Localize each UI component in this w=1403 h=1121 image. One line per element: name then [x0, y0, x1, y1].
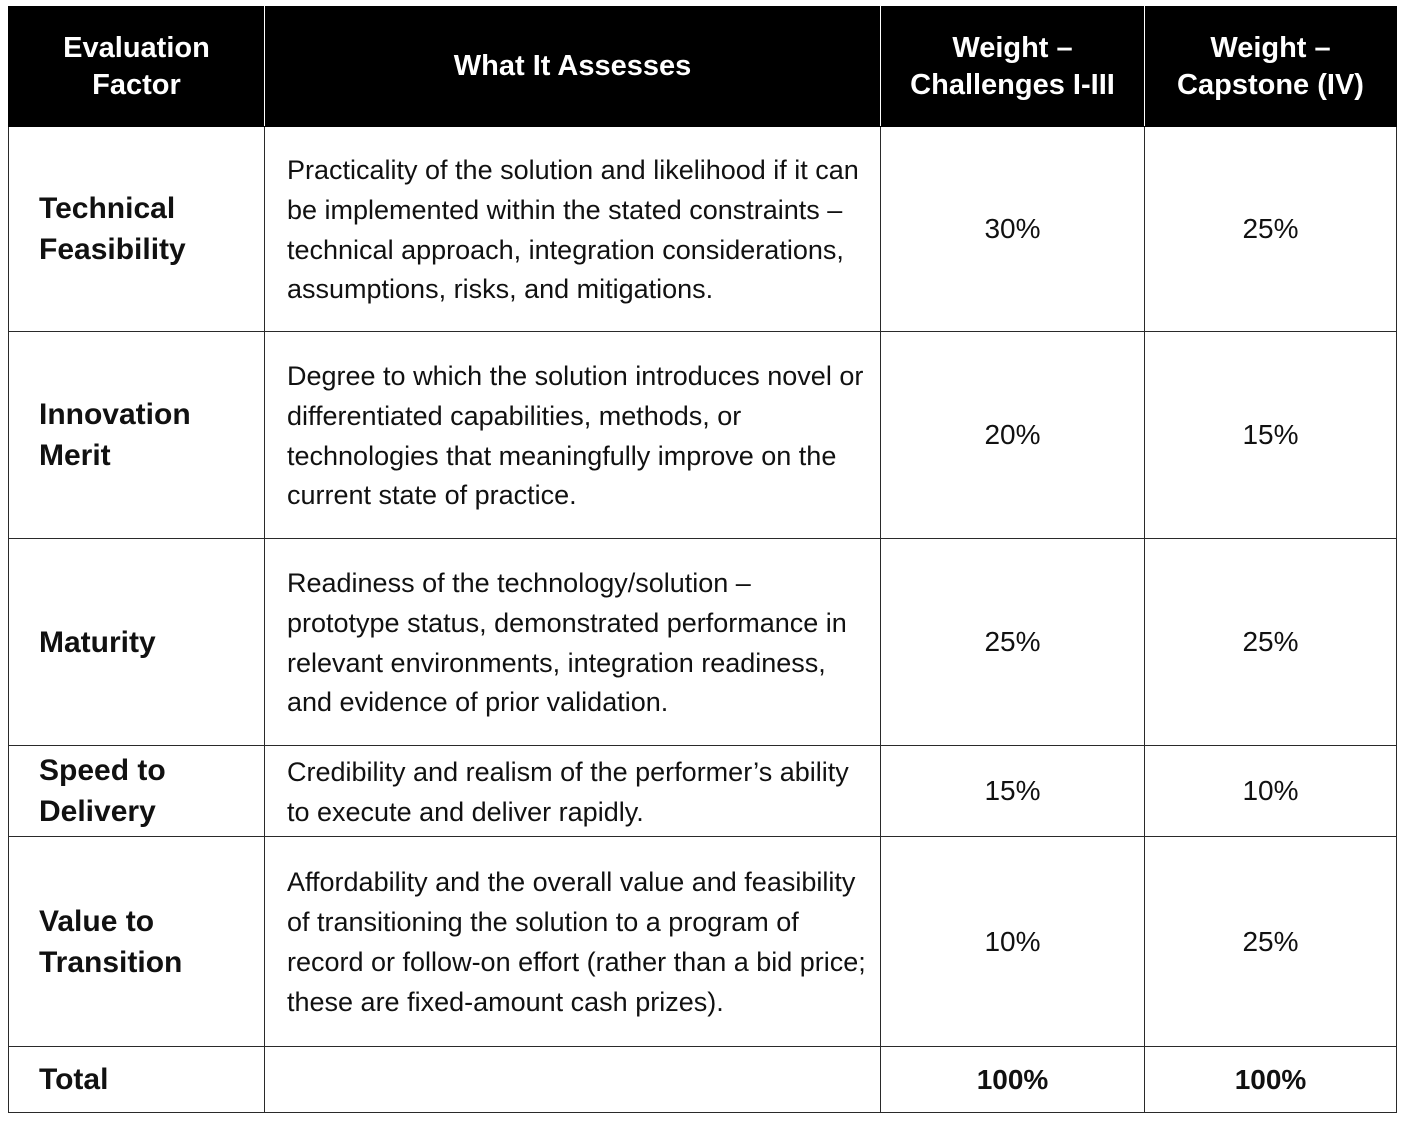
assesses-cell: Degree to which the solution introduces novel or differentiated capabilities, methods, or technologies that meaningfully improve on the current state of practice. [265, 332, 881, 539]
assesses-cell: Credibility and realism of the performer’s ability to execute and deliver rapidly. [265, 746, 881, 837]
weight-capstone-cell: 25% [1145, 539, 1397, 746]
total-label: Total [9, 1047, 265, 1113]
weight-challenges-cell: 20% [881, 332, 1145, 539]
header-weight-capstone: Weight – Capstone (IV) [1145, 7, 1397, 127]
weight-challenges-cell: 25% [881, 539, 1145, 746]
table-row [9, 746, 1397, 837]
assesses-cell: Practicality of the solution and likelihood if it can be implemented within the stated constraints – technical approach, integration considerations, assumptions, risks, and mitigations. [265, 127, 881, 332]
factor-cell: Technical Feasibility [9, 127, 265, 332]
total-weight-capstone: 100% [1145, 1047, 1397, 1113]
total-assesses-cell [265, 1047, 881, 1113]
table-row [9, 332, 1397, 539]
table-row [9, 539, 1397, 746]
evaluation-table [8, 6, 1397, 1113]
total-row [9, 1047, 1397, 1113]
factor-cell: Speed to Delivery [9, 746, 265, 837]
header-what-it-assesses: What It Assesses [265, 7, 881, 127]
header-weight-challenges: Weight – Challenges I-III [881, 7, 1145, 127]
factor-cell: Innovation Merit [9, 332, 265, 539]
weight-capstone-cell: 10% [1145, 746, 1397, 837]
weight-capstone-cell: 25% [1145, 837, 1397, 1047]
table-row [9, 837, 1397, 1047]
assesses-cell: Affordability and the overall value and feasibility of transitioning the solution to a program of record or follow-on effort (rather than a bid price; these are fixed-amount cash prizes). [265, 837, 881, 1047]
weight-capstone-cell: 25% [1145, 127, 1397, 332]
table-row [9, 127, 1397, 332]
factor-cell: Value to Transition [9, 837, 265, 1047]
header-evaluation-factor: Evaluation Factor [9, 7, 265, 127]
header-row [9, 7, 1397, 127]
factor-cell: Maturity [9, 539, 265, 746]
assesses-cell: Readiness of the technology/solution – prototype status, demonstrated performance in relevant environments, integration readiness, and evidence of prior validation. [265, 539, 881, 746]
weight-challenges-cell: 30% [881, 127, 1145, 332]
weight-capstone-cell: 15% [1145, 332, 1397, 539]
total-weight-challenges: 100% [881, 1047, 1145, 1113]
weight-challenges-cell: 10% [881, 837, 1145, 1047]
weight-challenges-cell: 15% [881, 746, 1145, 837]
